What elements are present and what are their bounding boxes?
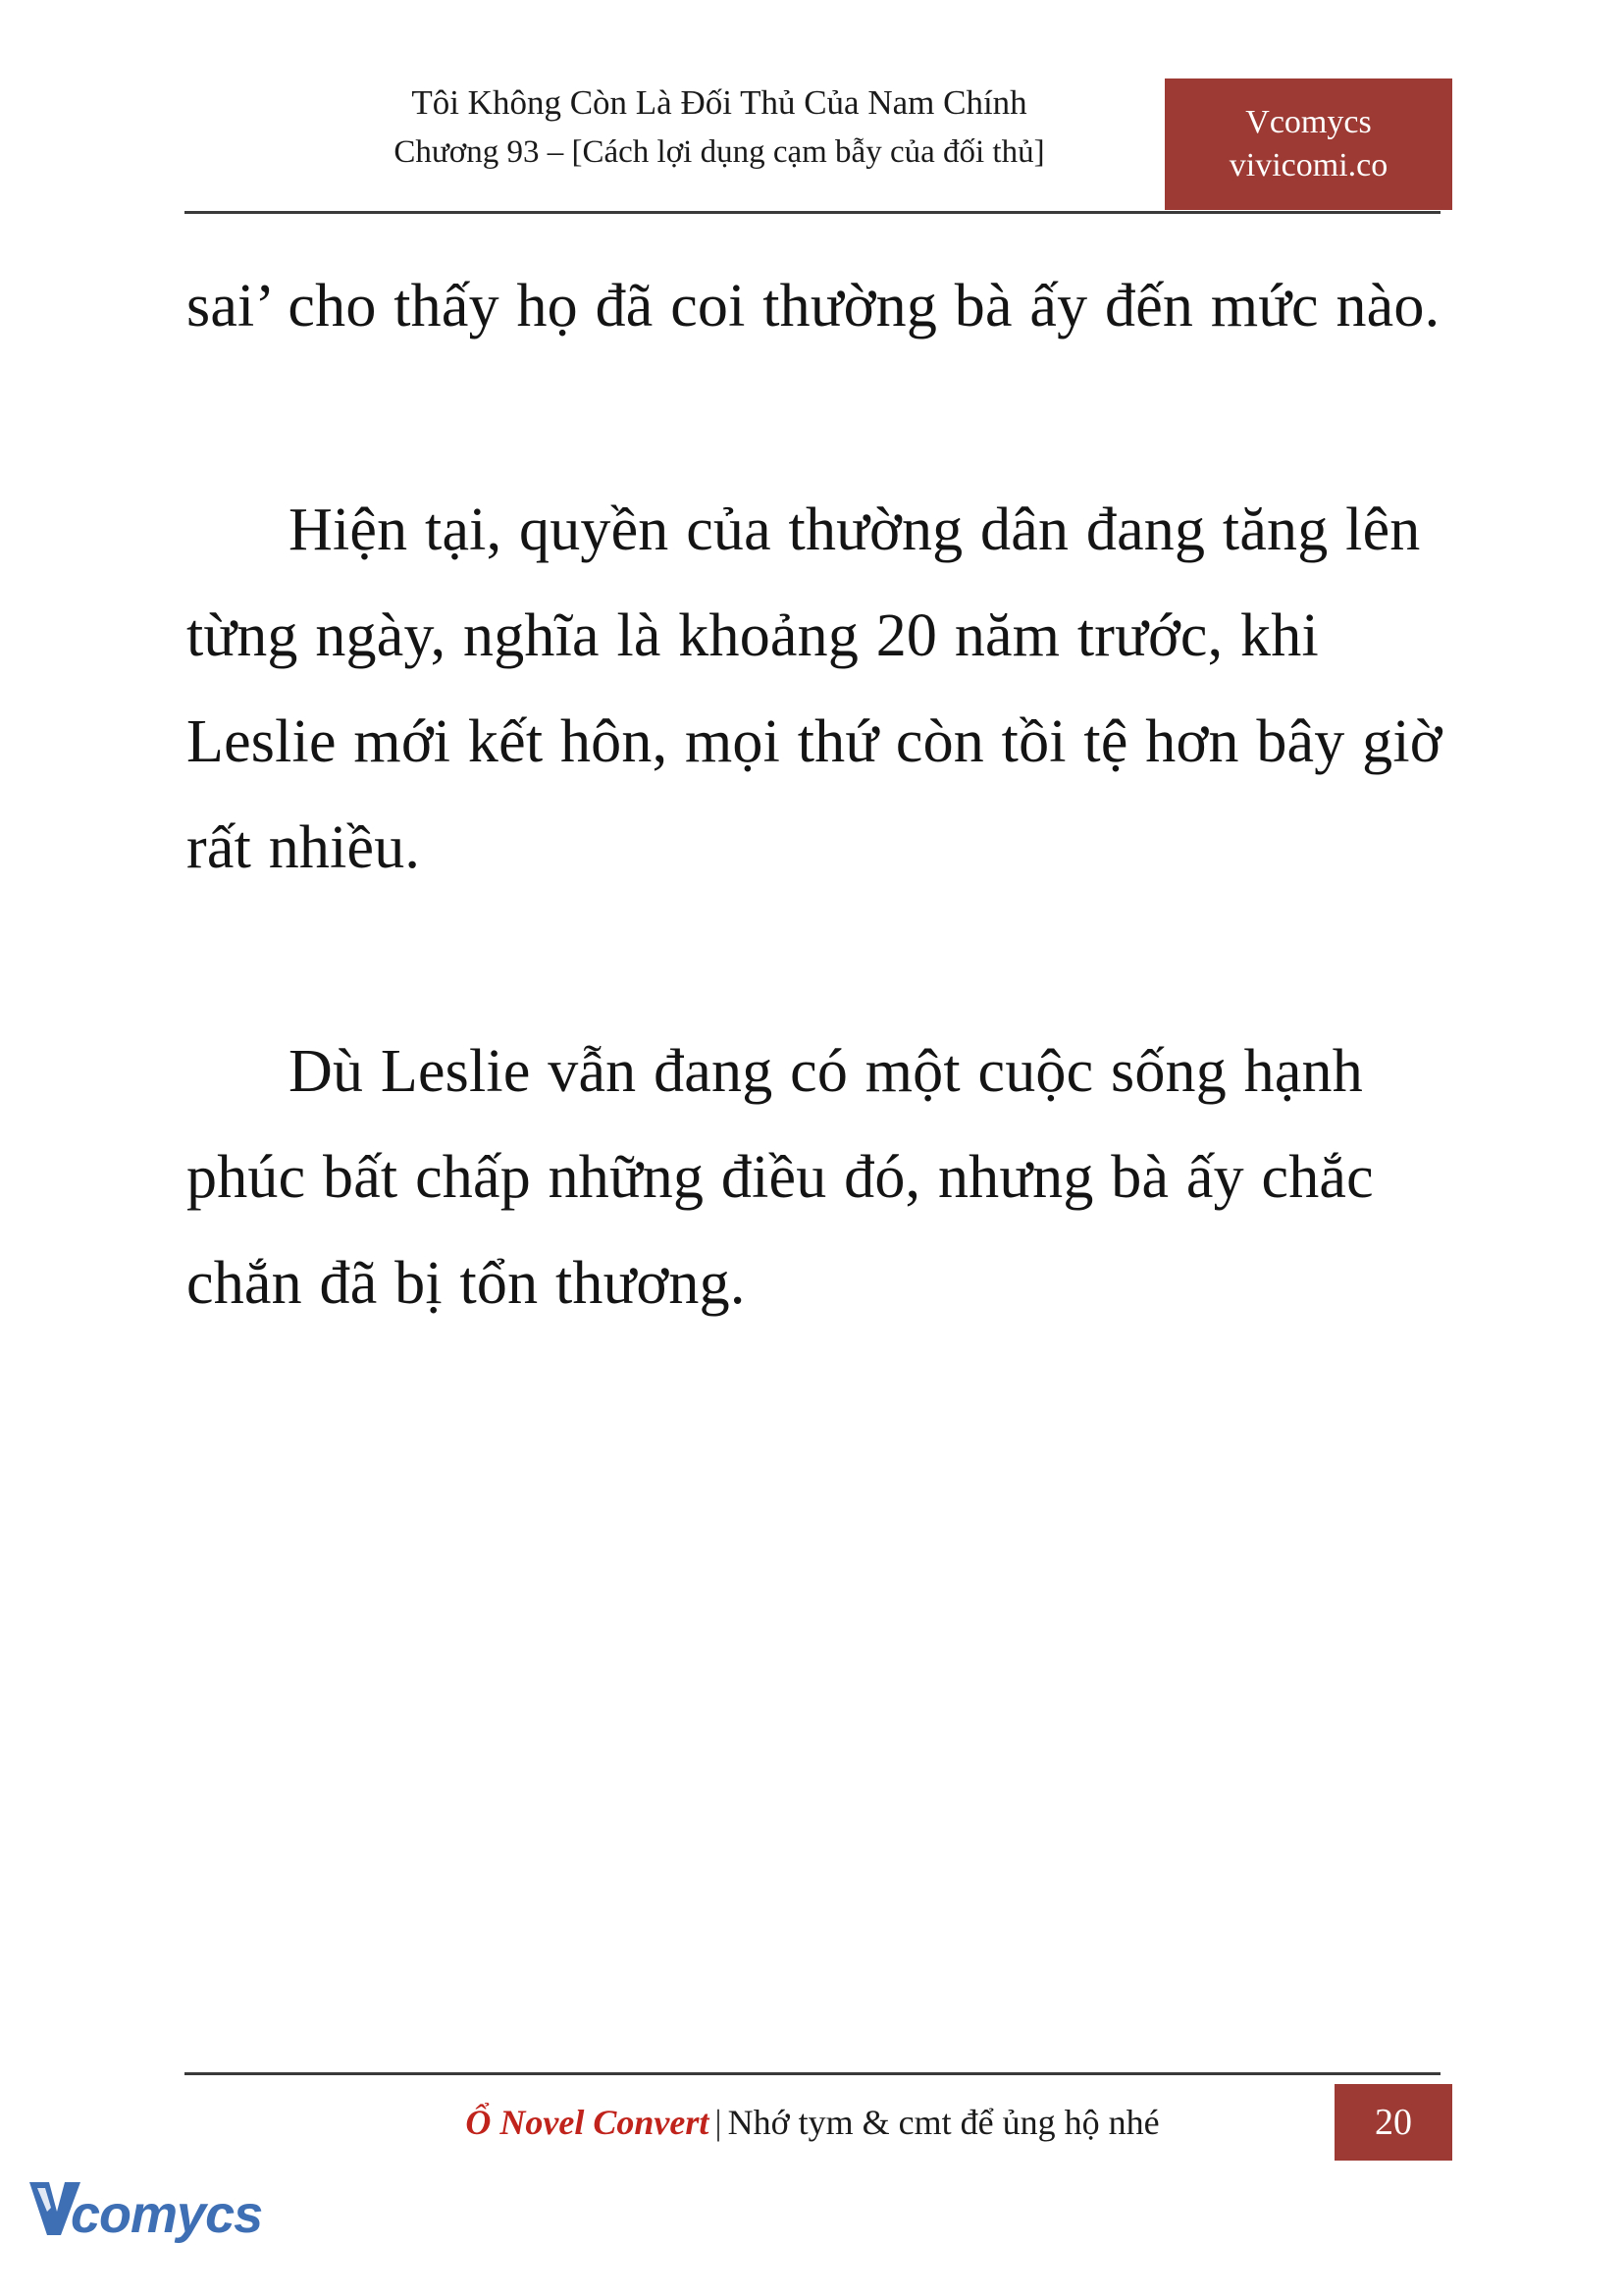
footer-text	[184, 2092, 1441, 2153]
chapter-title: Chương 93 – [Cách lợi dụng cạm bẫy của đối thủ]	[393, 134, 1045, 170]
paragraph: Hiện tại, quyền của thường dân đang tăng lên từng ngày, nghĩa là khoảng 20 năm trước, khi Leslie mới kết hôn, mọi thứ còn tồi tệ hơn bây giờ rất nhiều.	[186, 496, 1442, 881]
watermark-logo	[27, 2170, 263, 2265]
page-body	[186, 253, 1452, 1336]
header-titles	[184, 78, 1254, 177]
paragraph: sai’ cho thấy họ đã coi thường bà ấy đến mức nào.	[186, 273, 1441, 339]
paragraph: Dù Leslie vẫn đang có một cuộc sống hạnh phúc bất chấp những điều đó, nhưng bà ấy chắc chắn đã bị tổn thương.	[186, 1038, 1374, 1317]
brand-name: Vcomycs	[1245, 104, 1372, 141]
footer-note: Nhớ tym & cmt để ủng hộ nhé	[727, 2103, 1160, 2142]
novel-title: Tôi Không Còn Là Đối Thủ Của Nam Chính	[411, 83, 1027, 122]
page-header	[184, 78, 1441, 212]
paragraph-spacer	[186, 901, 1452, 1018]
footer-brand: Ổ Novel Convert	[465, 2103, 709, 2142]
brand-badge	[1165, 78, 1452, 210]
brand-domain: vivicomi.co	[1229, 147, 1388, 183]
page-number-badge: 20	[1335, 2084, 1452, 2161]
footer-separator: |	[714, 2103, 722, 2142]
header-divider	[184, 211, 1441, 214]
watermark-label: comycs	[71, 2185, 263, 2244]
paragraph-spacer	[186, 359, 1452, 477]
footer-content	[184, 2092, 1441, 2153]
footer-divider	[184, 2072, 1441, 2075]
